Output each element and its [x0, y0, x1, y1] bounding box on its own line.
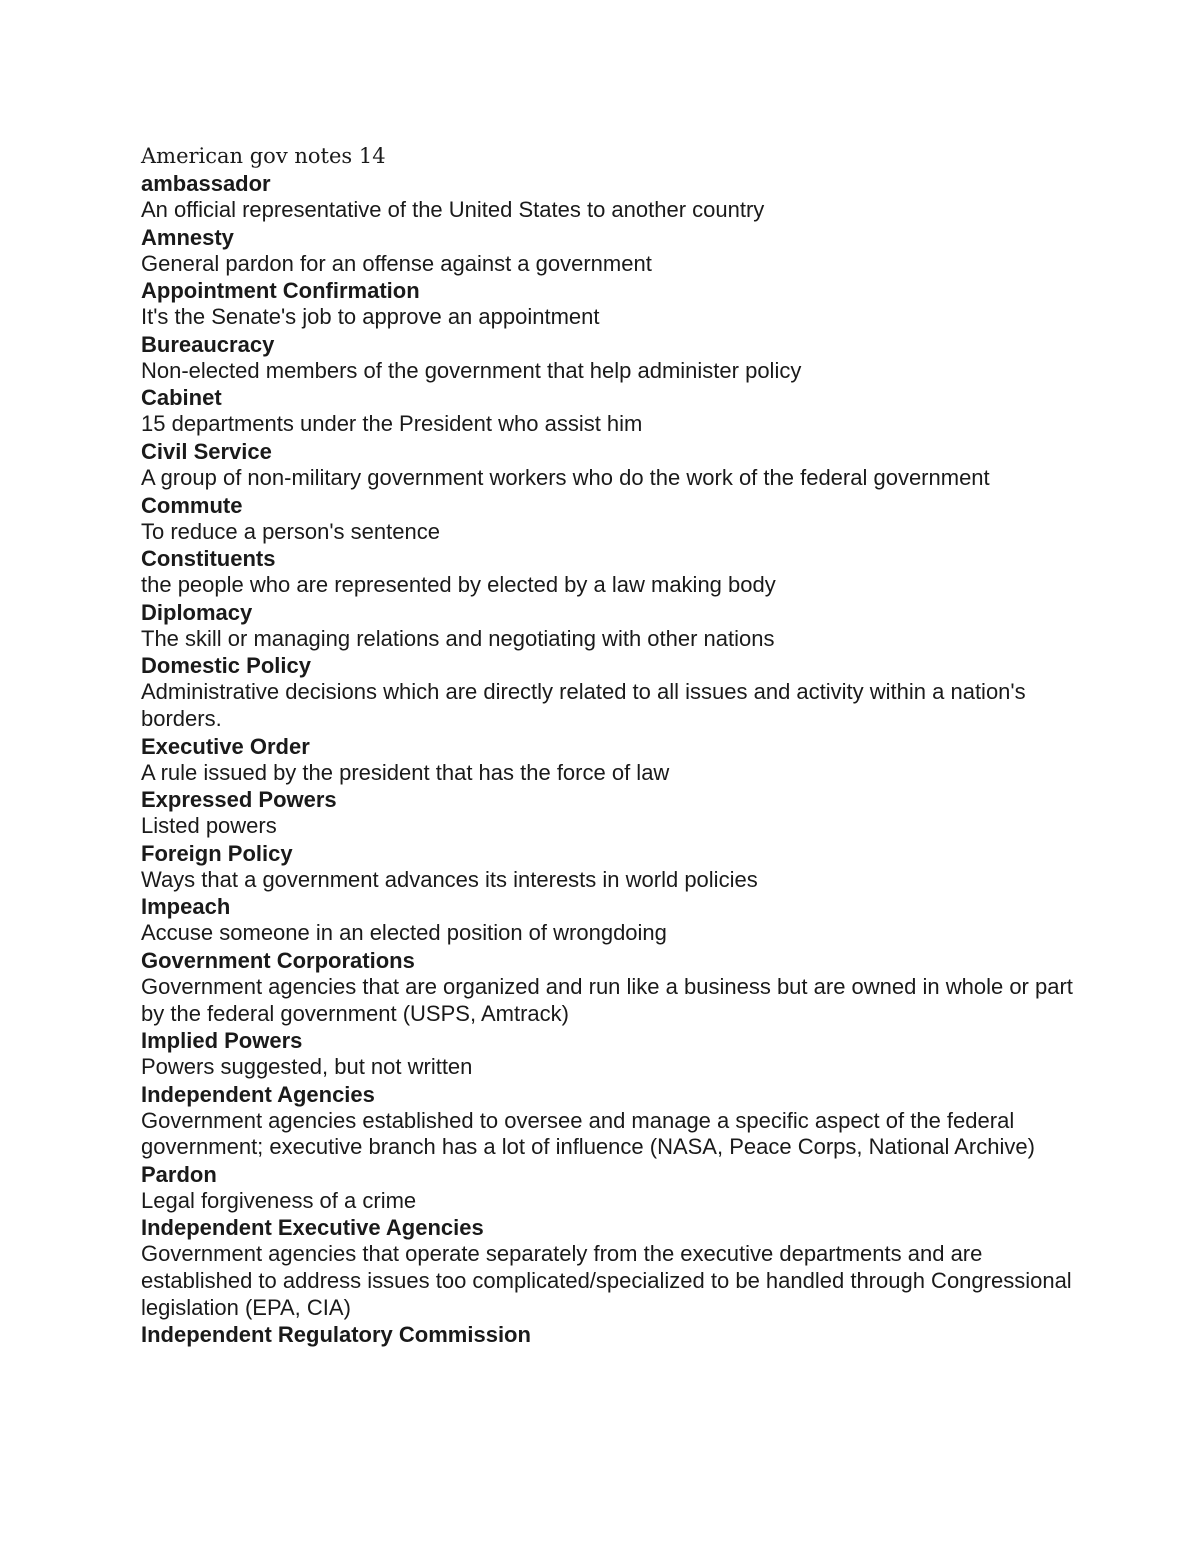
glossary-definition: Government agencies that are organized and run like a business but are owned in whole or part by the federal government (USPS, Amtrack)	[141, 973, 1073, 1026]
glossary-entry	[141, 893, 1081, 947]
glossary-entry	[141, 1161, 1081, 1215]
glossary-term: ambassador	[141, 171, 271, 196]
glossary-definition: the people who are represented by elected by a law making body	[141, 572, 776, 598]
glossary-definition: Government agencies established to oversee and manage a specific aspect of the federal government; executive branch has a lot of influence (NASA, Peace Corps, National Archive)	[141, 1107, 1035, 1160]
glossary-definition: To reduce a person's sentence	[141, 518, 440, 544]
glossary-entry	[141, 545, 1081, 599]
glossary-term: Government Corporations	[141, 947, 415, 973]
glossary-term: Appointment Confirmation	[141, 278, 420, 304]
glossary-term: Civil Service	[141, 438, 272, 464]
glossary-term: Pardon	[141, 1161, 217, 1187]
glossary-entry	[141, 1214, 1081, 1321]
glossary-term: Independent Executive Agencies	[141, 1215, 484, 1241]
glossary-term: Bureaucracy	[141, 331, 275, 357]
glossary-definition: Non-elected members of the government that help administer policy	[141, 357, 802, 383]
glossary-entry	[141, 599, 1081, 653]
glossary-term: Implied Powers	[141, 1028, 303, 1054]
glossary-term: Independent Regulatory Commission	[141, 1322, 531, 1348]
glossary-definition: 15 departments under the President who assist him	[141, 411, 643, 437]
glossary-entry	[141, 1027, 1081, 1081]
glossary-entry	[141, 733, 1081, 787]
document-page	[141, 143, 1081, 1348]
glossary-term: Expressed Powers	[141, 787, 337, 813]
glossary-entry	[141, 384, 1081, 438]
glossary-term: Cabinet	[141, 385, 222, 411]
glossary-definition: Government agencies that operate separately from the executive departments and are established to address issues too complicated/specialized to be handled through Congressional legislation (EPA, CIA)	[141, 1241, 1072, 1320]
glossary-term: Impeach	[141, 894, 231, 920]
glossary-definition: Administrative decisions which are directly related to all issues and activity within a nation's borders.	[141, 679, 1026, 731]
document-title: American gov notes 14	[141, 144, 386, 168]
glossary-term: Amnesty	[141, 224, 234, 250]
glossary-definition: Legal forgiveness of a crime	[141, 1187, 417, 1213]
glossary-entry	[141, 331, 1081, 385]
glossary-entry	[141, 786, 1081, 840]
glossary-entry	[141, 492, 1081, 546]
glossary-definition: Ways that a government advances its interests in world policies	[141, 866, 758, 892]
glossary-list	[141, 170, 1081, 1348]
glossary-term: Independent Agencies	[141, 1081, 375, 1107]
glossary-definition: Powers suggested, but not written	[141, 1054, 473, 1080]
glossary-entry	[141, 277, 1081, 331]
glossary-definition: General pardon for an offense against a government	[141, 250, 652, 276]
glossary-term: Foreign Policy	[141, 840, 293, 866]
glossary-term: Executive Order	[141, 733, 310, 759]
glossary-entry	[141, 224, 1081, 278]
glossary-definition: The skill or managing relations and negotiating with other nations	[141, 625, 775, 651]
glossary-entry	[141, 652, 1081, 732]
glossary-entry	[141, 840, 1081, 894]
glossary-term: Commute	[141, 492, 243, 518]
glossary-definition: An official representative of the United States to another country	[141, 197, 765, 222]
glossary-entry	[141, 947, 1081, 1027]
glossary-definition: A rule issued by the president that has the force of law	[141, 759, 670, 785]
glossary-entry	[141, 170, 1081, 224]
glossary-term: Diplomacy	[141, 599, 253, 625]
glossary-term: Domestic Policy	[141, 653, 311, 679]
glossary-entry	[141, 1321, 1081, 1348]
glossary-term: Constituents	[141, 546, 276, 572]
glossary-definition: It's the Senate's job to approve an appointment	[141, 304, 600, 330]
glossary-entry	[141, 1081, 1081, 1161]
glossary-definition: Listed powers	[141, 813, 277, 839]
glossary-definition: Accuse someone in an elected position of wrongdoing	[141, 920, 667, 946]
glossary-entry	[141, 438, 1081, 492]
glossary-definition: A group of non-military government workers who do the work of the federal government	[141, 464, 990, 490]
